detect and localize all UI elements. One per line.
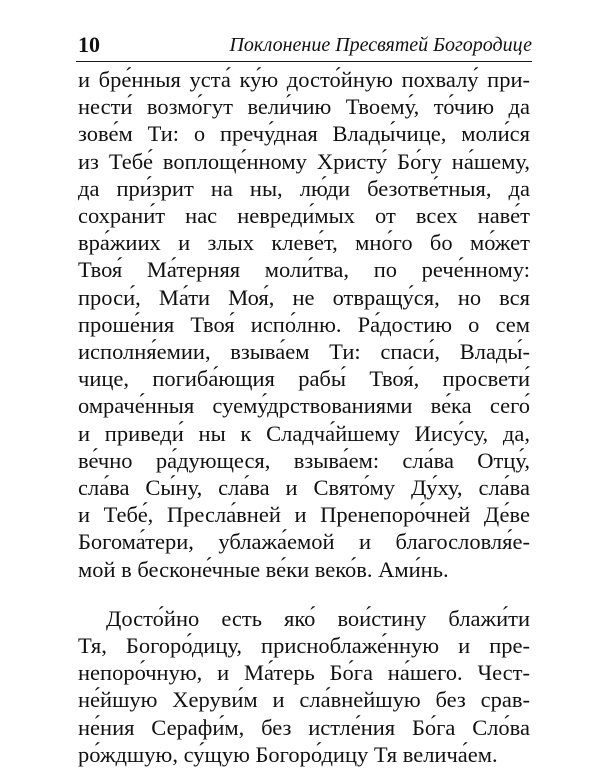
text-line: омраче́нныя суему́дрствованиями ве́ка сего́: [78, 393, 530, 419]
text-line: и бре́нныя уста́ ку́ю досто́йную похвалу́ при-: [78, 67, 530, 92]
text-line: мой в бесконе́чные ве́ки веко́в. Ами́нь.: [78, 556, 449, 582]
text-line: проси́, Ма́ти Моя́, не отвращу́ся, но вся: [78, 284, 530, 310]
text-line: непоро́чную, и Ма́терь Бо́га на́шего. Чест-: [78, 660, 530, 686]
page-header: [76, 32, 532, 62]
text-line: из Тебе́ воплоще́нному Христу́ Бо́гу на́шему,: [78, 148, 530, 174]
header-rule: [76, 61, 532, 62]
paragraph-prayer: [78, 66, 530, 583]
text-line: чице, погиба́ющия рабы́ Твоя́, просвети́: [78, 366, 530, 392]
page-number: 10: [78, 32, 100, 57]
text-line: и приведи́ ны к Сладча́йшему Иису́су, да,: [78, 420, 530, 446]
text-line: сохрани́т нас невреди́мых от всех наве́т: [78, 203, 530, 229]
text-line: и Тебе́, Пресла́вней и Пренепоро́чней Де́ве: [78, 502, 530, 528]
text-line: не́йшую Херуви́м и сла́внейшую без срав-: [78, 687, 530, 713]
text-line: исполня́емии, взыва́ем Ти: спаси́, Влады́-: [78, 339, 530, 365]
text-line: зове́м Ти: о пречу́дная Влады́чице, моли́ся: [78, 121, 530, 147]
text-line: Тя, Богоро́дицу, присноблаже́нную и пре-: [78, 633, 530, 659]
text-line: да при́зрит на ны, лю́ди безотве́тныя, да: [78, 175, 530, 201]
text-line: сла́ва Сы́ну, сла́ва и Свято́му Ду́ху, сла́ва: [78, 475, 530, 501]
text-line: вра́жиих и злых клеве́т, мно́го бо мо́жет: [78, 230, 530, 256]
text-line: ро́ждшую, су́щую Богоро́дицу Тя велича́ем.: [78, 741, 498, 767]
body-text: [78, 66, 530, 768]
text-line: Богома́тери, ублажа́емой и благословля́е-: [78, 529, 530, 555]
paragraph-dostoino-est: [78, 605, 530, 768]
text-line: не́ния Серафи́м, без истле́ния Бо́га Сло́ва: [78, 714, 530, 740]
text-line: ве́чно ра́дующеся, взыва́ем: сла́ва Отцу́,: [78, 447, 530, 473]
text-line: нести́ возмо́гут вели́чию Твоему́, то́чию да: [78, 94, 530, 120]
text-line: проше́ния Твоя́ испо́лню. Ра́достию о сем: [78, 311, 530, 337]
text-line: Досто́йно есть яко́ вои́стину блажи́ти: [106, 605, 530, 631]
running-title: Поклонение Пресвятей Богородице: [229, 34, 532, 56]
text-line: Твоя́ Ма́терняя моли́тва, по рече́нному:: [78, 257, 530, 283]
